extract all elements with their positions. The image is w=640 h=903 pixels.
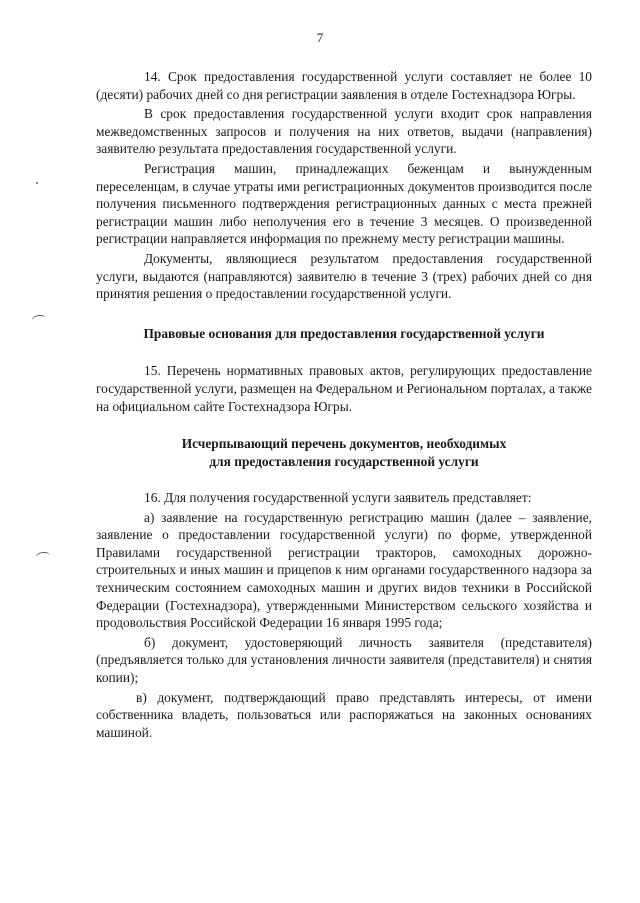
section-heading-documents — [96, 435, 592, 471]
paragraph-14: 14. Срок предоставления государственной услуги составляет не более 10 (десяти) рабочих дней со дня регистрации заявления в отделе Гостехнадзора Югры. — [96, 69, 592, 102]
section-heading-documents-line-2: для предоставления государственной услуги — [209, 454, 479, 470]
paragraph-result-documents: Документы, являющиеся результатом предоставления государственной услуги, выдаются (направляются) заявителю в течение 3 (трех) рабочих дней со дня принятия решения о предоставлении государственной услуги. — [96, 250, 592, 302]
paragraph-16: 16. Для получения государственной услуги заявитель представляет: — [144, 490, 532, 506]
list-item-b: б) документ, удостоверяющий личность заявителя (представителя) (предъявляется только для установления личности заявителя (представителя) и снятия копии); — [96, 634, 592, 686]
section-heading-legal-basis: Правовые основания для предоставления государственной услуги — [143, 325, 545, 341]
list-item-a: а) заявление на государственную регистрацию машин (далее – заявление, заявление о предоставлении государственной услуги) по форме, утвержденной Правилами государственной регистрации тракторов, самоходных дорожно-строительных и иных машин и прицепов к ним органами государственного надзора за техническим состоянием самоходных машин и других видов техники в Российской Федерации (Гостехнадзора), утвержденными Министерством сельского хозяйства и продовольствия Российской Федерации 16 января 1995 года; — [96, 509, 592, 631]
page-number: 7 — [316, 30, 324, 45]
scan-speck — [36, 182, 38, 184]
paragraph-refugee-registration: Регистрация машин, принадлежащих беженцам и вынужденным переселенцам, в случае утраты ими регистрационных документов производится после получения письменного подтверждения регистрационных данных с места прежней регистрации машин либо неполучения его в течение 3 месяцев. О произведенной регистрации направляется информация по прежнему месту регистрации машины. — [96, 160, 592, 247]
margin-mark — [31, 314, 46, 325]
paragraph-term-inclusion: В срок предоставления государственной услуги входит срок направления межведомственных запросов и получения на них ответов, выдачи (направления) заявителю результата предоставления государственной услуги. — [96, 106, 592, 157]
document-body — [96, 68, 592, 743]
paragraph-15: 15. Перечень нормативных правовых актов, регулирующих предоставление государственной услуги, размещен на Федеральном и Региональном порталах, а также на официальном сайте Гостехнадзора Югры. — [96, 363, 592, 414]
section-heading-documents-line-1: Исчерпывающий перечень документов, необходимых — [181, 436, 507, 452]
margin-mark — [35, 551, 50, 562]
list-item-v: в) документ, подтверждающий право представлять интересы, от имени собственника владеть, пользоваться или распоряжаться на законных основаниях машиной. — [96, 689, 592, 740]
